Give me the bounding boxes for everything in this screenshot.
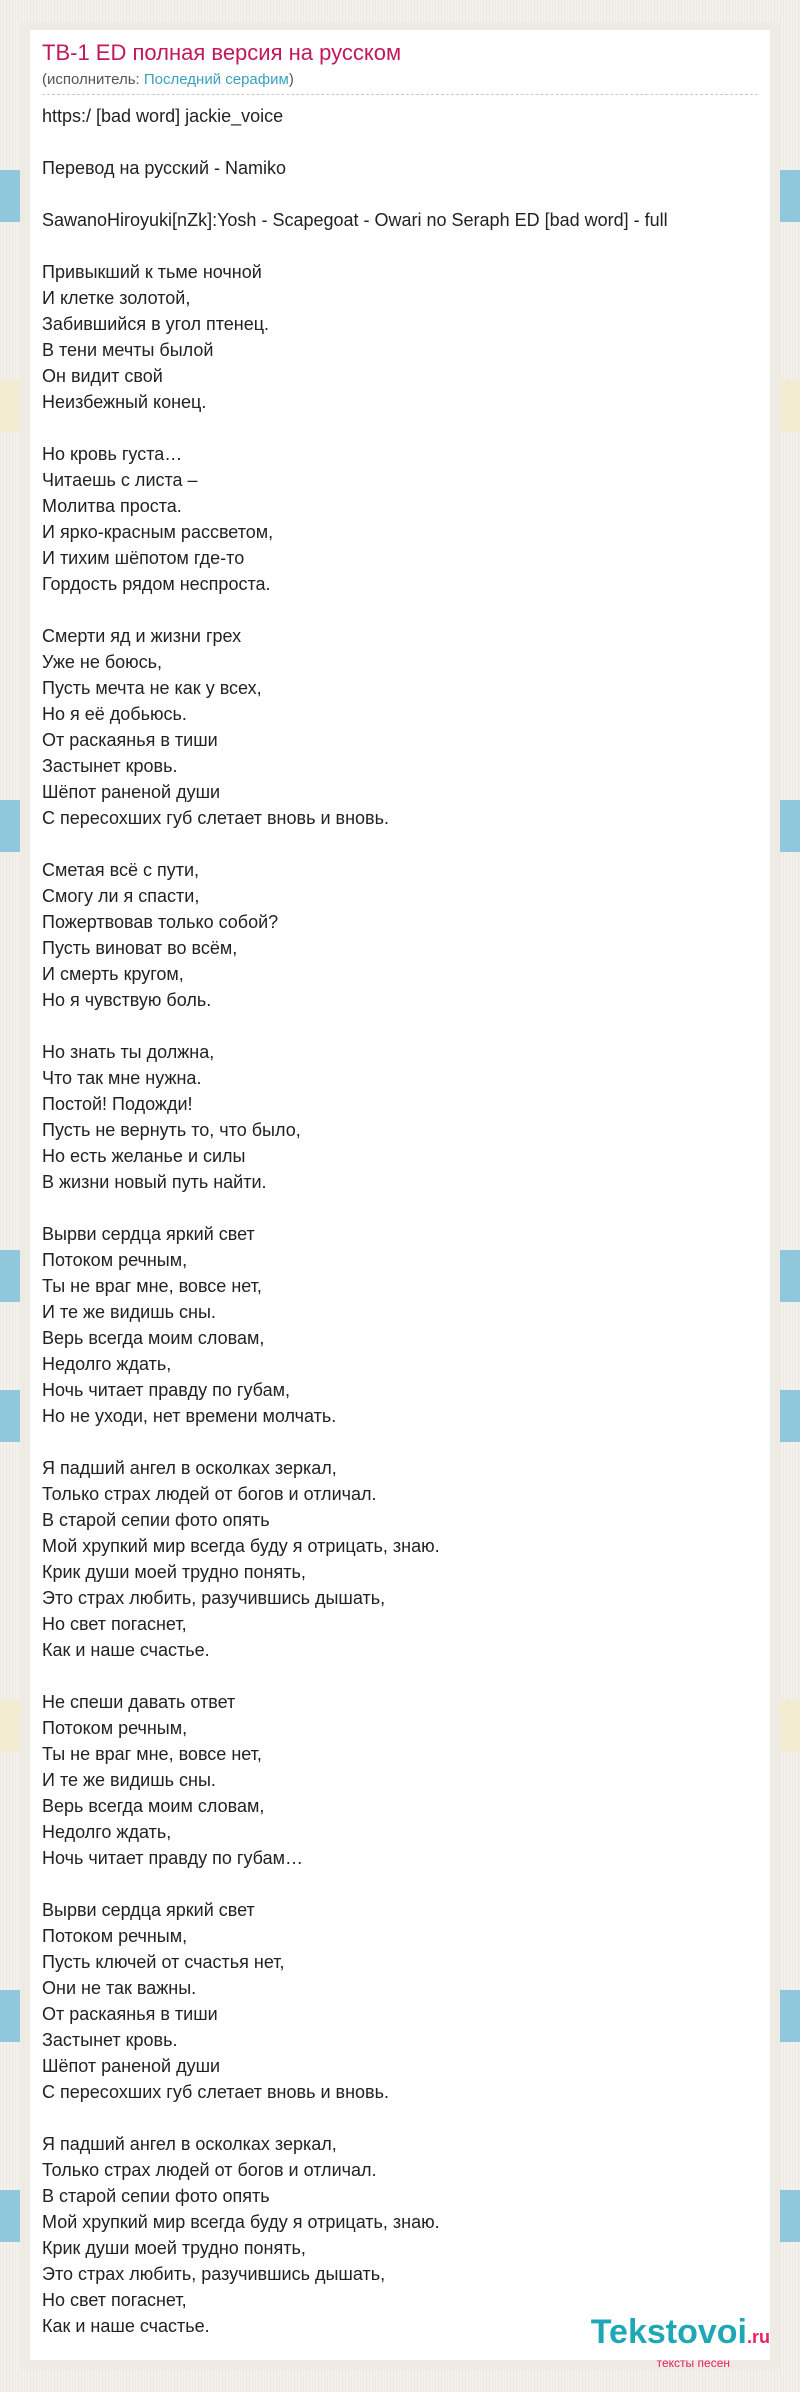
lyric-line: https:/ [bad word] jackie_voice	[42, 106, 284, 126]
lyric-line: Пусть не вернуть то, что было,	[42, 1120, 301, 1140]
performer-suffix: )	[288, 71, 294, 88]
lyric-line: Неизбежный конец.	[42, 392, 207, 412]
lyric-line: Сметая всё с пути,	[42, 860, 200, 880]
stanza-gap	[42, 129, 758, 155]
lyric-line: Ты не враг мне, вовсе нет,	[42, 1744, 262, 1764]
stanza-gap	[42, 1663, 758, 1689]
lyric-line: Пусть виноват во всём,	[42, 938, 238, 958]
lyric-line: И тихим шёпотом где-то	[42, 548, 245, 568]
performer-line	[42, 71, 294, 89]
lyric-line: Читаешь с листа –	[42, 470, 198, 490]
lyric-line: В старой сепии фото опять	[42, 2186, 270, 2206]
logo-tld: .ru	[746, 2327, 770, 2347]
lyric-line: Не спеши давать ответ	[42, 1692, 236, 1712]
lyric-line: Я падший ангел в осколках зеркал,	[42, 1458, 337, 1478]
lyric-line: Пусть мечта не как у всех,	[42, 678, 262, 698]
lyric-line: Смогу ли я спасти,	[42, 886, 200, 906]
lyric-line: От раскаянья в тиши	[42, 2004, 218, 2024]
lyric-line: Привыкший к тьме ночной	[42, 262, 262, 282]
lyric-line: Мой хрупкий мир всегда буду я отрицать, знаю.	[42, 1536, 440, 1556]
lyric-line: И клетке золотой,	[42, 288, 191, 308]
lyric-line: С пересохших губ слетает вновь и вновь.	[42, 808, 389, 828]
logo-wordmark	[550, 2313, 770, 2356]
lyric-line: Ты не враг мне, вовсе нет,	[42, 1276, 262, 1296]
lyric-line: Крик души моей трудно понять,	[42, 2238, 306, 2258]
lyric-line: Верь всегда моим словам,	[42, 1328, 265, 1348]
lyric-line: Мой хрупкий мир всегда буду я отрицать, знаю.	[42, 2212, 440, 2232]
lyric-line: Шёпот раненой души	[42, 2056, 221, 2076]
lyric-line: Недолго ждать,	[42, 1822, 172, 1842]
stanza-gap	[42, 1195, 758, 1221]
lyric-line: В тени мечты былой	[42, 340, 214, 360]
lyric-line: Только страх людей от богов и отличал.	[42, 2160, 377, 2180]
lyric-line: И ярко-красным рассветом,	[42, 522, 274, 542]
lyric-line: С пересохших губ слетает вновь и вновь.	[42, 2082, 389, 2102]
lyric-line: Но не уходи, нет времени молчать.	[42, 1406, 337, 1426]
lyric-line: Уже не боюсь,	[42, 652, 163, 672]
lyric-line: Но я её добьюсь.	[42, 704, 187, 724]
lyric-line: Ночь читает правду по губам…	[42, 1848, 303, 1868]
logo-name: Tekstovoi	[590, 2313, 747, 2351]
lyric-line: Недолго ждать,	[42, 1354, 172, 1374]
stanza-gap	[42, 415, 758, 441]
lyric-line: Но свет погаснет,	[42, 1614, 187, 1634]
lyric-line: Они не так важны.	[42, 1978, 197, 1998]
lyric-line: Потоком речным,	[42, 1718, 188, 1738]
lyric-line: Это страх любить, разучившись дышать,	[42, 1588, 386, 1608]
stanza-gap	[42, 597, 758, 623]
lyric-line: Пусть ключей от счастья нет,	[42, 1952, 285, 1972]
lyric-line: Но есть желанье и силы	[42, 1146, 246, 1166]
lyric-line: Но свет погаснет,	[42, 2290, 187, 2310]
lyric-line: Но я чувствую боль.	[42, 990, 212, 1010]
stanza-gap	[42, 2105, 758, 2131]
lyric-line: Крик души моей трудно понять,	[42, 1562, 306, 1582]
lyric-line: Пожертвовав только собой?	[42, 912, 279, 932]
lyric-line: Молитва проста.	[42, 496, 182, 516]
lyric-line: Но знать ты должна,	[42, 1042, 215, 1062]
lyric-line: SawanoHiroyuki[nZk]:Yosh - Scapegoat - Owari no Seraph ED [bad word] - full	[42, 210, 668, 230]
lyric-line: Застынет кровь.	[42, 756, 178, 776]
lyric-line: Шёпот раненой души	[42, 782, 221, 802]
lyric-line: Верь всегда моим словам,	[42, 1796, 265, 1816]
lyric-line: Смерти яд и жизни грех	[42, 626, 242, 646]
page-title: ТВ-1 ED полная версия на русском	[42, 40, 402, 65]
lyric-line: От раскаянья в тиши	[42, 730, 218, 750]
lyric-line: И те же видишь сны.	[42, 1302, 216, 1322]
lyric-line: Забившийся в угол птенец.	[42, 314, 270, 334]
stanza-gap	[42, 831, 758, 857]
lyric-line: Только страх людей от богов и отличал.	[42, 1484, 377, 1504]
lyric-line: И смерть кругом,	[42, 964, 184, 984]
lyric-line: Постой! Подожди!	[42, 1094, 193, 1114]
lyric-line: И те же видишь сны.	[42, 1770, 216, 1790]
lyric-line: Я падший ангел в осколках зеркал,	[42, 2134, 337, 2154]
performer-prefix: (исполнитель:	[42, 71, 140, 88]
divider	[42, 94, 758, 95]
lyric-line: Он видит свой	[42, 366, 163, 386]
performer-link[interactable]: Последний серафим	[143, 71, 289, 88]
lyric-line: Это страх любить, разучившись дышать,	[42, 2264, 386, 2284]
lyric-line: В жизни новый путь найти.	[42, 1172, 267, 1192]
lyric-line: Вырви сердца яркий свет	[42, 1900, 255, 1920]
lyric-line: Как и наше счастье.	[42, 2316, 210, 2336]
stanza-gap	[42, 1013, 758, 1039]
site-logo[interactable]	[550, 2313, 770, 2370]
stanza-gap	[42, 1429, 758, 1455]
lyric-line: Ночь читает правду по губам,	[42, 1380, 290, 1400]
stanza-gap	[42, 181, 758, 207]
lyric-line: В старой сепии фото опять	[42, 1510, 270, 1530]
lyric-line: Вырви сердца яркий свет	[42, 1224, 255, 1244]
stanza-gap	[42, 233, 758, 259]
stanza-gap	[42, 1871, 758, 1897]
lyric-line: Застынет кровь.	[42, 2030, 178, 2050]
lyric-line: Как и наше счастье.	[42, 1640, 210, 1660]
lyrics-body	[42, 103, 758, 2339]
lyric-line: Потоком речным,	[42, 1926, 188, 1946]
lyric-line: Потоком речным,	[42, 1250, 188, 1270]
lyric-line: Перевод на русский - Namiko	[42, 158, 287, 178]
lyric-line: Что так мне нужна.	[42, 1068, 202, 1088]
lyric-line: Но кровь густа…	[42, 444, 183, 464]
logo-tagline: тексты песен	[656, 2356, 730, 2370]
lyric-line: Гордость рядом неспроста.	[42, 574, 271, 594]
